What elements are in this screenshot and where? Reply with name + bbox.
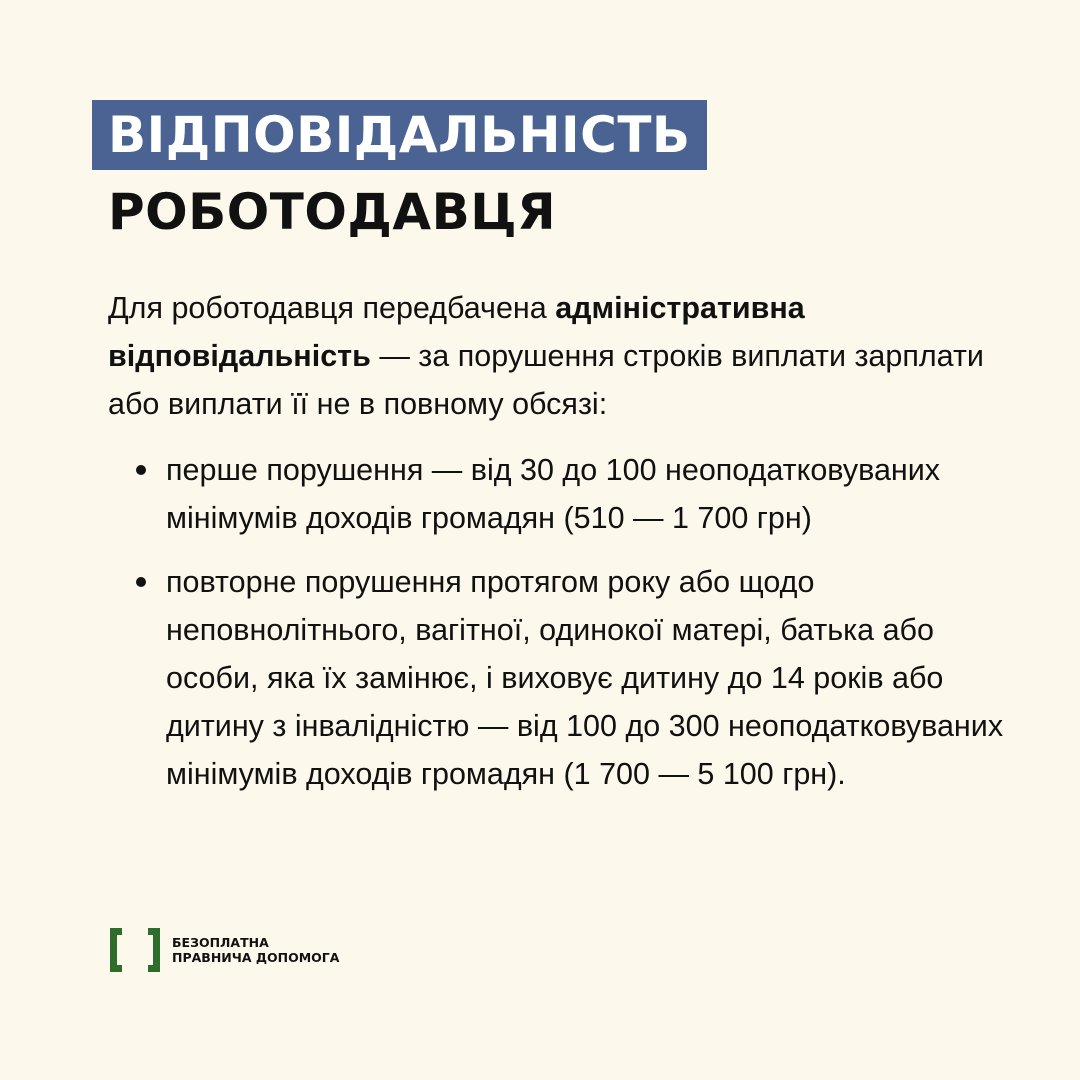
bullet-icon (136, 465, 146, 475)
brackets-logo-icon (110, 928, 160, 972)
intro-text-before: Для роботодавця передбачена (108, 291, 556, 325)
logo-text-line-2: ПРАВНИЧА ДОПОМОГА (172, 950, 340, 965)
list-item-text: повторне порушення протягом року або щодо неповнолітнього, вагітної, одинокої матері, батька або особи, яка їх замінює, і виховує дитину до 14 років або дитину з інвалідністю — від 100 до 300 неоподатковуваних мінімумів доходів громадян (1 700 — 5 100 грн). (166, 565, 1004, 791)
logo (110, 928, 339, 972)
intro-text-after: — за порушення строків виплати зарплати або виплати її не в повному обсязі: (108, 339, 984, 421)
logo-text-line-1: БЕЗОПЛАТНА (172, 935, 269, 950)
logo-text (172, 935, 339, 965)
intro-text-bold: адміністративна відповідальність (108, 291, 805, 373)
left-bracket-icon (110, 928, 122, 972)
right-bracket-icon (148, 928, 160, 972)
title-highlight-box (92, 100, 707, 170)
penalty-list (108, 446, 1008, 814)
intro-paragraph (108, 284, 988, 428)
list-item (108, 446, 1008, 542)
list-item-text: перше порушення — від 30 до 100 неоподатковуваних мінімумів доходів громадян (510 — 1 700 грн) (166, 453, 941, 535)
page-title-line-1: ВІДПОВІДАЛЬНІСТЬ (108, 106, 691, 164)
list-item (108, 558, 1008, 798)
page-title-line-2: РОБОТОДАВЦЯ (108, 183, 557, 241)
bullet-icon (136, 577, 146, 587)
